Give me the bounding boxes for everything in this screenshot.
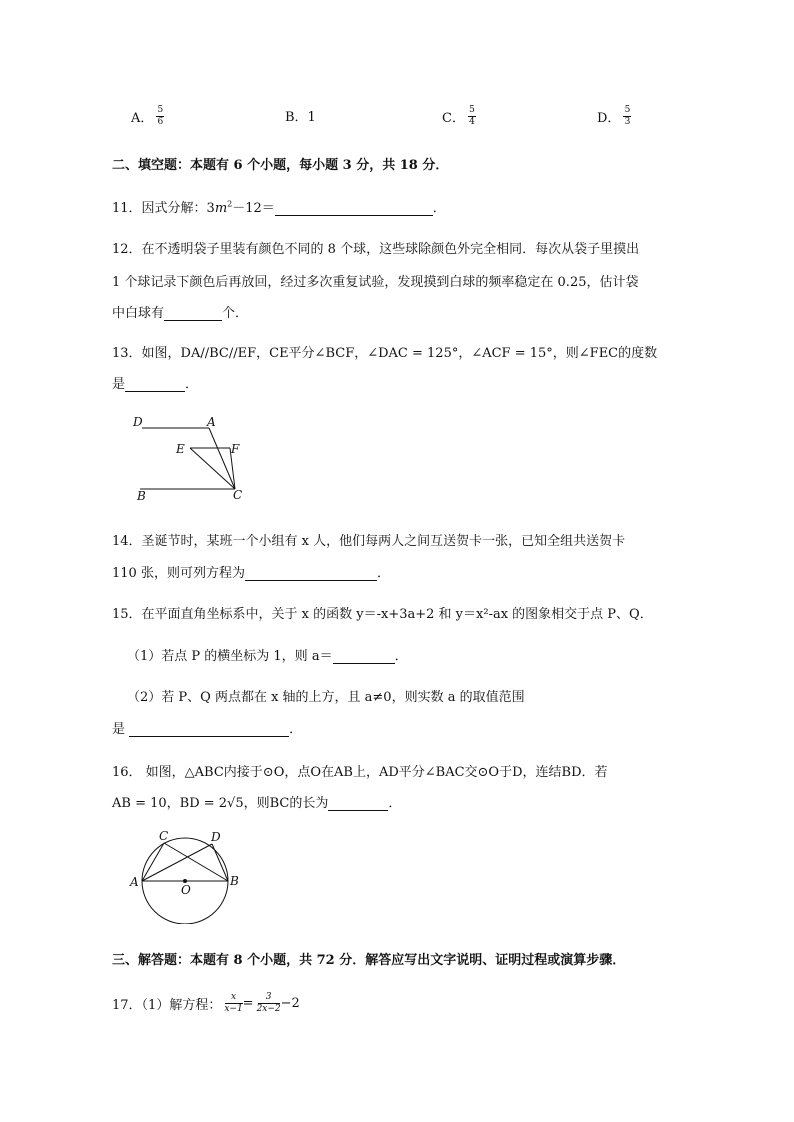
option-c-numerator: 5 (469, 105, 475, 115)
q15-part2: （2）若 P、Q 两点都在 x 轴的上方，且 a≠0，则实数 a 的取值范围 (127, 690, 525, 705)
label-a2: A (130, 875, 139, 889)
q12-line3-prefix: 中白球有 (112, 306, 165, 321)
q15-part2-line2-prefix: 是 (112, 722, 126, 737)
option-a-label: A． (131, 111, 154, 126)
q11-sup: 2 (227, 199, 233, 209)
label-o: O (181, 883, 191, 897)
q16-figure (127, 828, 247, 924)
q17-fraction-right (257, 993, 281, 1014)
option-a-denominator: 6 (157, 117, 164, 127)
q13-figure (125, 410, 265, 505)
q11-var: m (214, 201, 228, 216)
q14-line2-prefix: 110 张，则可列方程为 (112, 566, 245, 581)
q14-line2-suffix: ． (376, 566, 390, 581)
option-a (131, 106, 164, 127)
q17-denominator-right: 2x−2 (256, 1004, 281, 1014)
q12-line3 (112, 302, 248, 321)
line-ec (190, 448, 235, 489)
q11-prefix: 11．因式分解：3 (112, 201, 215, 216)
option-d-label: D． (597, 111, 621, 126)
q16-line1: 16． 如图，△ABC内接于⊙O，点O在AB上，AD平分∠BAC交⊙O于D，连结BD．若 (112, 765, 608, 780)
q15-part1-prefix: （1）若点 P 的横坐标为 1，则 a＝ (127, 649, 333, 664)
q12-line1: 12．在不透明袋子里装有颜色不同的 8 个球，这些球除颜色外完全相同．每次从袋子里摸出 (112, 242, 640, 257)
q17-equals: = (242, 996, 254, 1011)
label-f: F (231, 442, 240, 456)
q15-line1: 15．在平面直角坐标系中，关于 x 的函数 y＝-x+3a+2 和 y＝x²-ax 的图象相交于点 P、Q． (112, 607, 653, 622)
question-11 (112, 197, 446, 216)
q17-prefix: 17．（1）解方程： (112, 998, 222, 1013)
option-d-fraction (623, 106, 631, 127)
q15-part2-blank[interactable] (129, 724, 289, 737)
label-c: C (233, 488, 243, 502)
label-b: B (137, 489, 146, 503)
q13-line1: 13．如图，DA//BC//EF，CE平分∠BCF，∠DAC = 125°，∠ACF = 15°，则∠FEC的度数 (112, 346, 658, 361)
q16-line2-suffix: ． (388, 796, 402, 811)
section3-heading: 三、解答题：本题有 8 个小题，共 72 分．解答应写出文字说明、证明过程或演算步骤． (112, 953, 626, 968)
label-c2: C (159, 829, 169, 843)
q16-line2 (112, 792, 401, 811)
option-c-fraction (468, 106, 476, 127)
q13-line2-suffix: ． (185, 377, 199, 392)
q15-part2-line2 (112, 718, 302, 737)
option-b (285, 106, 316, 125)
label-d: D (133, 415, 143, 429)
q14-answer-blank[interactable] (245, 568, 377, 581)
option-d-numerator: 5 (624, 105, 631, 115)
q13-line2 (112, 373, 198, 392)
label-e: E (176, 442, 185, 456)
q17-numerator-right: 3 (265, 992, 272, 1002)
q13-answer-blank[interactable] (125, 379, 185, 392)
q17-denominator-left: x−1 (224, 1004, 243, 1014)
q14-line1: 14．圣诞节时，某班一个小组有 x 人，他们每两人之间互送贺卡一张，已知全组共送贺卡 (112, 534, 626, 549)
section2-heading: 二、填空题：本题有 6 个小题，每小题 3 分，共 18 分． (112, 158, 449, 173)
chord-cb (164, 843, 228, 881)
option-c (442, 106, 476, 127)
q15-part1 (127, 645, 408, 664)
label-a: A (207, 415, 216, 429)
q11-suffix: －12＝ (232, 201, 275, 216)
option-b-label: B．1 (285, 110, 316, 125)
option-c-denominator: 4 (469, 117, 475, 127)
question-17 (112, 993, 300, 1014)
q17-tail: −2 (280, 996, 300, 1011)
q17-fraction-left (224, 993, 242, 1014)
option-a-fraction (156, 106, 164, 127)
q17-numerator-left: x (230, 992, 237, 1002)
q16-answer-blank[interactable] (328, 798, 388, 811)
option-c-label: C． (442, 111, 465, 126)
q12-line3-suffix: 个． (222, 306, 249, 321)
option-d-denominator: 3 (624, 117, 631, 127)
q11-answer-blank[interactable] (275, 203, 433, 216)
q14-line2 (112, 562, 390, 581)
chord-db (212, 844, 228, 881)
q12-answer-blank[interactable] (164, 308, 222, 321)
q13-line2-prefix: 是 (112, 377, 126, 392)
q15-part1-suffix: ． (394, 649, 408, 664)
label-b2: B (230, 874, 239, 888)
q12-line2: 1 个球记录下颜色后再放回，经过多次重复试验，发现摸到白球的频率稳定在 0.25，估计袋 (112, 275, 639, 290)
option-a-numerator: 5 (157, 105, 164, 115)
q15-part2-line2-suffix: ． (289, 722, 303, 737)
option-d (597, 106, 631, 127)
label-d2: D (211, 830, 221, 844)
q15-part1-blank[interactable] (333, 651, 395, 664)
q11-end: ． (432, 201, 446, 216)
q16-line2-prefix: AB = 10，BD = 2√5，则BC的长为 (112, 796, 329, 811)
